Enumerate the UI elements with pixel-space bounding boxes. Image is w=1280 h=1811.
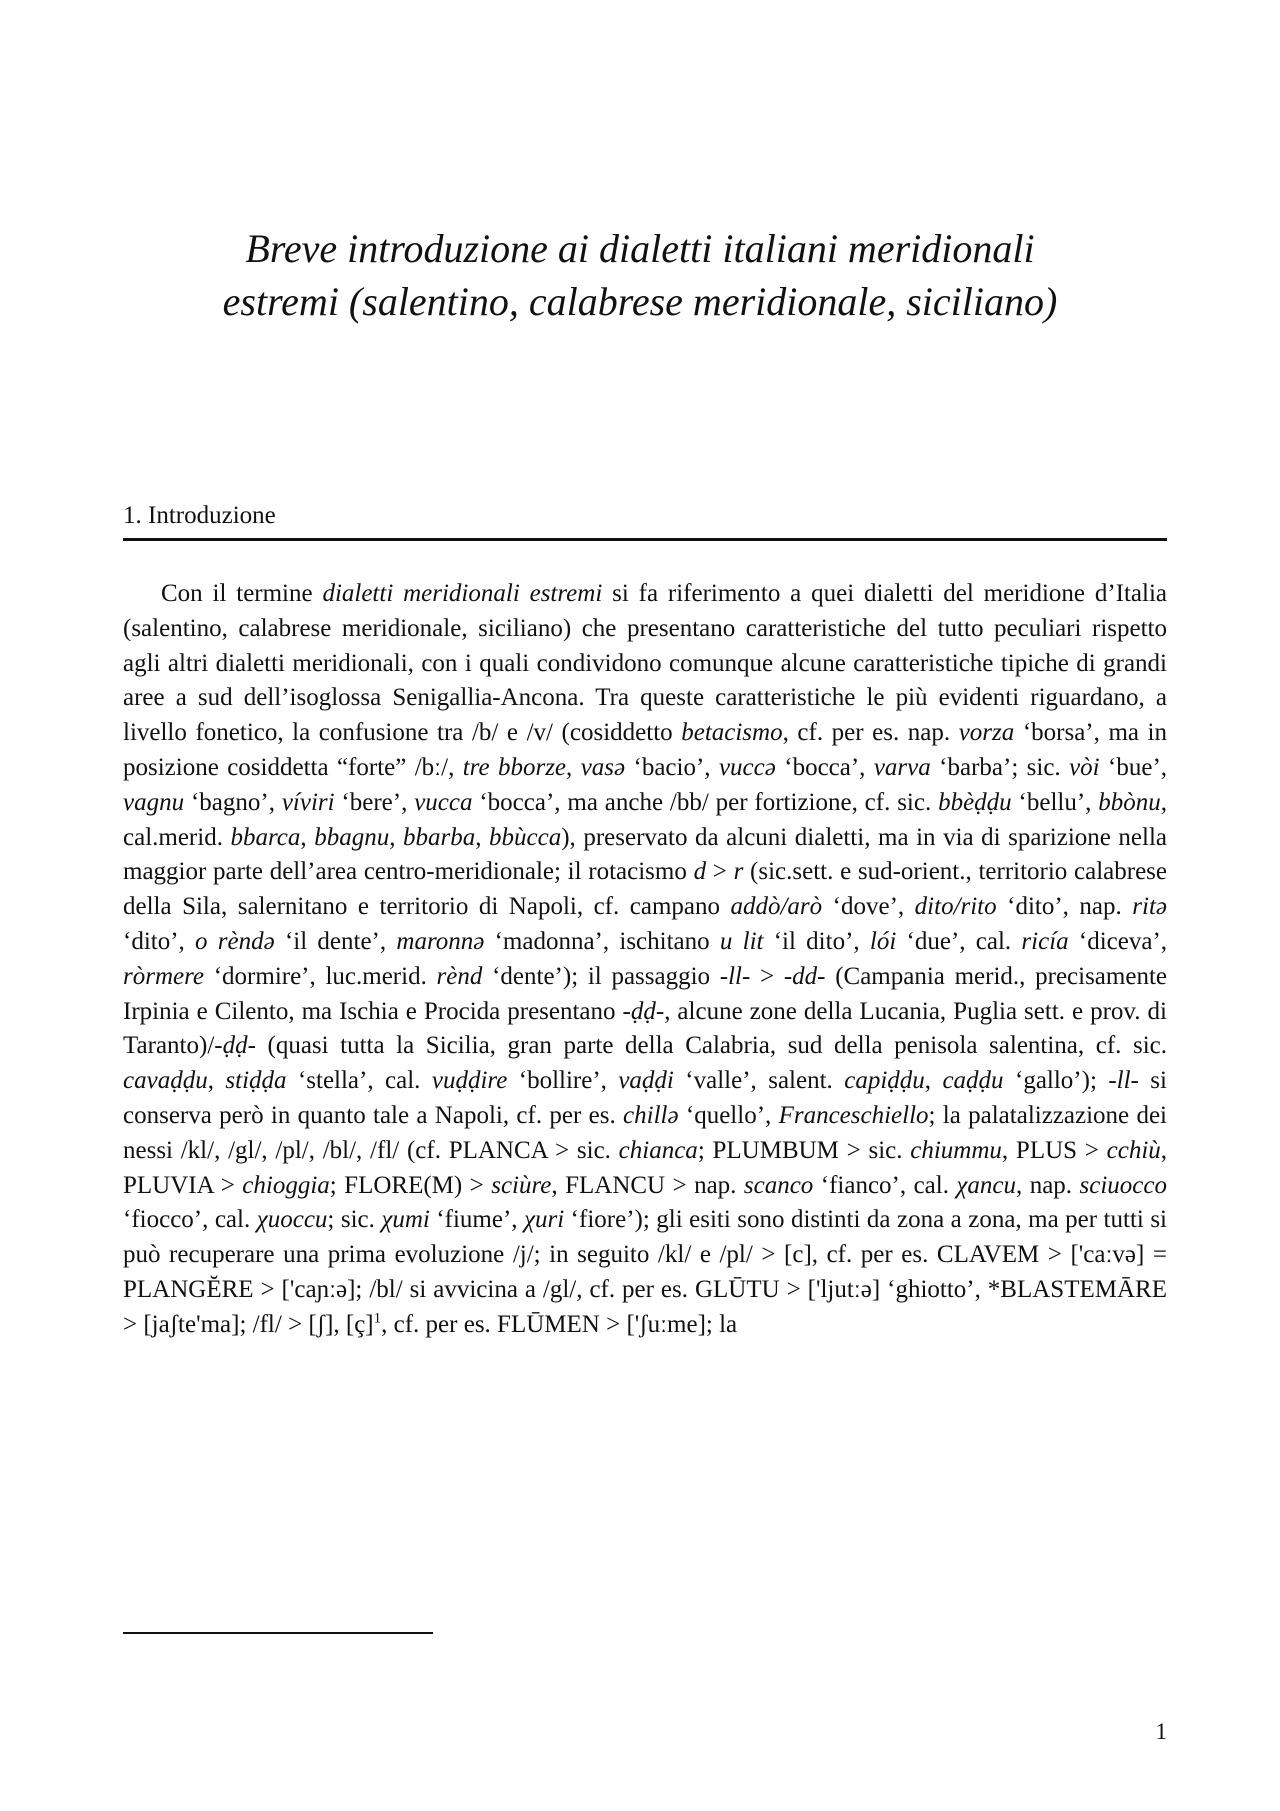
text-run: si fa riferimento a quei dialetti del meridione d’Italia (salentino, calabrese meridionale, siciliano) che presentano caratteristiche del tutto peculiari rispetto agli altri dialetti meridionali, con i quali condividono comunque alcune caratteristiche tipiche di grandi aree a sud dell’isoglossa Senigallia-Ancona. Tra queste caratteristiche le più evidenti riguardano, a livello fonetico, la confusione tra /b/ e /v/ (cosiddetto xyxy=(123,580,1168,747)
text-run: , xyxy=(566,753,581,781)
footnote-separator xyxy=(123,1632,433,1634)
title-line-2: estremi (salentino, calabrese meridionale, siciliano) xyxy=(222,279,1058,324)
text-run: ‘dito’, xyxy=(123,927,196,955)
italic-term: vucca xyxy=(414,788,473,816)
italic-term: u lit xyxy=(719,927,764,955)
text-run: Con il termine xyxy=(161,580,323,607)
text-run: ‘dente’); il passaggio xyxy=(482,962,720,990)
text-run: ‘diceva’, xyxy=(1068,927,1168,955)
body-paragraph xyxy=(123,577,1167,1343)
italic-term: vagnu xyxy=(123,788,185,816)
text-run: > xyxy=(706,858,734,886)
text-run: ; sic. xyxy=(327,1206,382,1234)
page-number: 1 xyxy=(1155,1719,1167,1744)
body-text xyxy=(123,577,1167,1343)
italic-term: ritə xyxy=(1132,893,1167,921)
text-run: ‘bellu’, xyxy=(1011,788,1099,816)
italic-term: χancu xyxy=(956,1171,1017,1199)
text-run: ‘madonna’, ischitano xyxy=(484,927,720,955)
text-run: ‘quello’, xyxy=(678,1101,779,1129)
text-run: , FLANCU > nap. xyxy=(551,1171,744,1199)
italic-term: víviri xyxy=(281,788,335,816)
text-run: si conserva però in quanto tale a Napoli, cf. per es. xyxy=(123,1067,1167,1129)
italic-term: bbùcca xyxy=(489,823,562,851)
italic-term: rènd xyxy=(436,962,483,990)
text-run: ; FLORE(M) > xyxy=(329,1171,492,1199)
italic-term: Franceschiello xyxy=(778,1101,929,1129)
italic-term: addò/arò xyxy=(730,893,823,921)
italic-term: χuri xyxy=(524,1206,565,1234)
italic-term: bbagnu xyxy=(314,823,390,851)
italic-term: dialetti meridionali estremi xyxy=(322,580,603,607)
text-run: ‘bacio’, xyxy=(625,753,719,781)
text-run: ‘fiore’); gli esiti sono distinti da zona a zona, ma per tutti si può recuperare una prima evoluzione /j/; in seguito /kl/ e /pl/ > [c], cf. per es. CLAVEM > ['caːvə] = PLANGĔRE > ['caɲːə]; /bl/ si avvicina a /gl/, cf. per es. GLŪTU > ['ljutːə] ‘ghiotto’, *BLASTEMĀRE > [jaʃte'ma]; /fl/ > [ʃ], [ç] xyxy=(123,1206,1167,1338)
text-run: ‘dove’, xyxy=(822,893,915,921)
italic-term: r xyxy=(733,858,744,886)
text-run: , xyxy=(475,823,490,851)
italic-term: stiḍḍa xyxy=(225,1067,287,1095)
italic-term: chiummu xyxy=(910,1136,1002,1164)
italic-term: vaḍḍi xyxy=(618,1067,674,1095)
text-run: (sic.sett. e sud-orient., territorio calabrese della Sila, salernitano e territorio di Napoli, cf. campano xyxy=(123,858,1168,921)
text-run: ; la palatalizzazione dei nessi /kl/, /gl/, /pl/, /bl/, /fl/ (cf. PLANCA > sic. xyxy=(123,1101,1167,1164)
text-run: , xyxy=(300,823,315,851)
section-rule xyxy=(123,538,1167,541)
text-run: ; PLUMBUM > sic. xyxy=(697,1136,911,1164)
italic-term: scanco xyxy=(743,1171,814,1199)
text-run: ‘il dente’, xyxy=(274,927,397,955)
italic-term: -ll- xyxy=(1108,1067,1139,1095)
italic-term: tre bborze xyxy=(462,753,567,781)
text-run: ‘bocca’, ma anche /bb/ per fortizione, cf. sic. xyxy=(472,788,939,816)
title-line-1: Breve introduzione ai dialetti italiani meridionali xyxy=(245,226,1035,271)
italic-term: ròrmere xyxy=(123,962,205,990)
text-run: ‘barba’; sic. xyxy=(930,753,1070,781)
italic-term: χuoccu xyxy=(256,1206,328,1234)
italic-term: vòi xyxy=(1069,753,1100,781)
text-run: , cf. per es. nap. xyxy=(782,719,959,747)
text-run: (quasi tutta la Sicilia, gran parte della Calabria, sud della penisola salentina, cf. sic. xyxy=(255,1032,1167,1060)
italic-term: vuḍḍire xyxy=(431,1067,508,1095)
italic-term: sciùre xyxy=(491,1171,552,1199)
italic-term: chioggia xyxy=(242,1171,330,1199)
text-run: > xyxy=(750,962,784,990)
italic-term: capiḍḍu xyxy=(844,1067,925,1095)
italic-term: bbarca xyxy=(230,823,301,851)
document-title xyxy=(120,222,1160,328)
italic-term: betacismo xyxy=(681,719,783,747)
italic-term: d xyxy=(693,858,707,886)
text-run: , cf. per es. FLŪMEN > ['ʃuːme]; la xyxy=(381,1310,738,1338)
italic-term: ricía xyxy=(1021,927,1069,955)
italic-term: -ḍḍ- xyxy=(622,997,665,1025)
italic-term: sciuocco xyxy=(1079,1171,1167,1199)
italic-term: lói xyxy=(869,927,897,955)
text-run: ‘bere’, xyxy=(334,788,415,816)
italic-term: χumi xyxy=(381,1206,430,1234)
text-run: , xyxy=(207,1067,226,1095)
italic-term: chillə xyxy=(623,1101,679,1129)
italic-term: -ll- xyxy=(719,962,751,990)
italic-term: cchiù xyxy=(1106,1136,1161,1164)
text-run: ‘valle’, salent. xyxy=(673,1067,845,1095)
italic-term: vasə xyxy=(580,753,626,781)
italic-term: chianca xyxy=(618,1136,698,1164)
text-run: ‘il dito’, xyxy=(763,927,870,955)
italic-term: vuccə xyxy=(718,753,776,781)
text-run: ‘fiume’, xyxy=(429,1206,525,1234)
italic-term: dito/rito xyxy=(914,893,997,921)
italic-term: -dd- xyxy=(783,962,826,990)
text-run: ‘bue’, xyxy=(1099,753,1168,781)
text-run: ‘borsa’, ma in posizione cosiddetta “forte” /bː/, xyxy=(123,719,1168,781)
text-run: , xyxy=(389,823,403,851)
text-run: ‘fianco’, cal. xyxy=(813,1171,957,1199)
text-run: , PLUS > xyxy=(1001,1136,1107,1164)
text-run: ‘due’, cal. xyxy=(896,927,1022,955)
text-run: , alcune zone della Lucania, Puglia sett. e prov. di Taranto)/ xyxy=(123,997,1167,1060)
text-run: ‘bagno’, xyxy=(184,788,282,816)
text-run: , xyxy=(924,1067,943,1095)
text-run: ‘bollire’, xyxy=(507,1067,619,1095)
text-run: ‘stella’, cal. xyxy=(286,1067,432,1095)
italic-term: o rèndə xyxy=(195,927,275,955)
text-run: ‘fiocco’, cal. xyxy=(123,1206,257,1234)
text-run: , PLUVIA > xyxy=(123,1136,1168,1199)
text-run: , cal.merid. xyxy=(123,788,1168,851)
italic-term: bbèḍḍu xyxy=(938,788,1012,816)
text-run: (Campania merid., precisamente Irpinia e Cilento, ma Ischia e Procida presentano xyxy=(123,962,1167,1025)
text-run: , nap. xyxy=(1016,1171,1080,1199)
italic-term: bbònu xyxy=(1098,788,1161,816)
text-run: ‘dito’, nap. xyxy=(996,893,1133,921)
italic-term: -ḍḍ- xyxy=(214,1032,256,1060)
section-heading: 1. Introduzione xyxy=(123,502,276,529)
italic-term: maronnə xyxy=(396,927,485,955)
italic-term: vorza xyxy=(958,719,1015,747)
italic-term: varva xyxy=(873,753,931,781)
text-run: ‘gallo’); xyxy=(1003,1067,1109,1095)
text-run: ‘dormire’, luc.merid. xyxy=(204,962,437,990)
text-run: ‘bocca’, xyxy=(775,753,874,781)
italic-term: cavaḍḍu xyxy=(123,1067,208,1095)
italic-term: bbarba xyxy=(403,823,476,851)
text-run: ), preservato da alcuni dialetti, ma in via di sparizione nella maggior parte dell’area centro-meridionale; il rotacismo xyxy=(123,823,1168,886)
footnote-reference: 1 xyxy=(373,1310,382,1327)
italic-term: caḍḍu xyxy=(942,1067,1004,1095)
